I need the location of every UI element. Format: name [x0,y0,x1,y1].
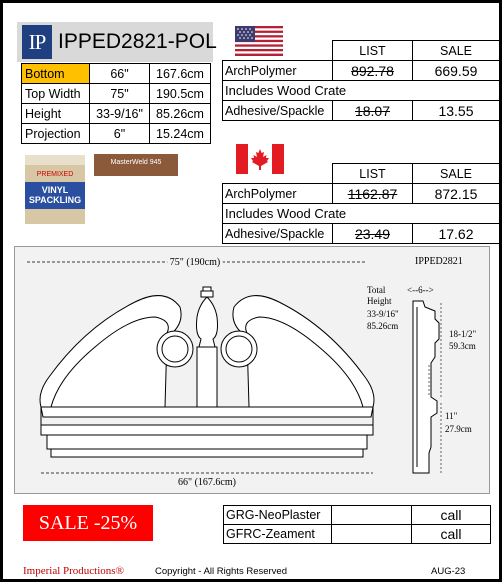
spec-label: Height [22,104,90,124]
price-label: ArchPolymer [223,61,333,81]
sale-price: 13.55 [413,101,500,121]
list-price: 1162.87 [333,184,413,204]
spec-cm: 85.26cm [150,104,211,124]
material-label: GRG-NeoPlaster [224,506,332,525]
total-height-label-1: Total [367,285,386,295]
company-name: Imperial Productions® [23,565,124,577]
total-height-cm: 85.26cm [367,321,399,331]
list-price: 892.78 [333,61,413,81]
tub-small-label: PREMIXED [36,171,74,178]
spec-label: Top Width [22,84,90,104]
price-header-row [223,41,500,61]
tub-lid [25,155,85,165]
sale-badge: SALE -25% [23,505,153,541]
canada-price-table [222,163,499,244]
price-row [223,224,500,244]
price-label: ArchPolymer [223,184,333,204]
side-height-1-inches: 18-1/2" [449,329,477,339]
spec-row [22,104,211,124]
bottom-dimension-label: 66" (167.6cm) [178,477,236,488]
price-label: Adhesive/Spackle [223,101,333,121]
sale-price: 872.15 [413,184,500,204]
spec-label: Projection [22,124,90,144]
sale-price: 17.62 [413,224,500,244]
product-sheet [3,3,499,579]
tube-label: MasterWeld 945 [110,159,162,166]
spec-label: Bottom [22,64,90,84]
side-height-1-cm: 59.3cm [449,341,476,351]
spec-cm: 167.6cm [150,64,211,84]
material-price: call [412,525,491,544]
crate-note: Includes Wood Crate [223,81,500,101]
spec-inches: 75" [90,84,150,104]
price-note-row [223,81,500,101]
pediment-front [40,287,374,457]
usa-price-table [222,40,499,121]
projection-label: <--6--> [407,285,434,295]
company-logo: IP [22,25,52,59]
sale-price: 669.59 [413,61,500,81]
spec-cm: 15.24cm [150,124,211,144]
material-price: call [412,506,491,525]
material-row [224,525,491,544]
price-header-row [223,164,500,184]
material-row [224,506,491,525]
spec-inches: 6" [90,124,150,144]
side-height-2-cm: 27.9cm [445,424,472,434]
spec-inches: 33-9/16" [90,104,150,124]
drawing-code: IPPED2821 [415,256,463,267]
side-profile [413,301,439,473]
spec-cm: 190.5cm [150,84,211,104]
spackle-tub-image [25,155,85,224]
model-title: IPPED2821-POL [58,30,217,53]
pediment-drawing [14,246,490,494]
spec-row [22,84,211,104]
other-materials-table [223,505,491,544]
drawing-canvas [15,247,491,495]
copyright-text: Copyright - All Rights Reserved [155,566,287,577]
price-note-row [223,204,500,224]
side-height-2-inches: 11" [445,411,458,421]
price-label: Adhesive/Spackle [223,224,333,244]
tub-label: VINYL SPACKLING [28,185,82,205]
total-height-label-2: Height [367,296,392,306]
spec-inches: 66" [90,64,150,84]
crate-note: Includes Wood Crate [223,204,500,224]
total-height-inches: 33-9/16" [367,309,399,319]
list-price: 23.49 [333,224,413,244]
spec-row [22,124,211,144]
price-row [223,61,500,81]
adhesive-tube-image [94,154,178,176]
spec-table [21,63,211,144]
sale-header: SALE [413,41,500,61]
list-header: LIST [333,164,413,184]
top-dimension-label: 75" (190cm) [169,257,221,268]
date-code: AUG-23 [431,566,466,577]
sale-header: SALE [413,164,500,184]
list-header: LIST [333,41,413,61]
material-label: GFRC-Zeament [224,525,332,544]
list-price: 18.07 [333,101,413,121]
price-row [223,101,500,121]
price-row [223,184,500,204]
spec-row [22,64,211,84]
